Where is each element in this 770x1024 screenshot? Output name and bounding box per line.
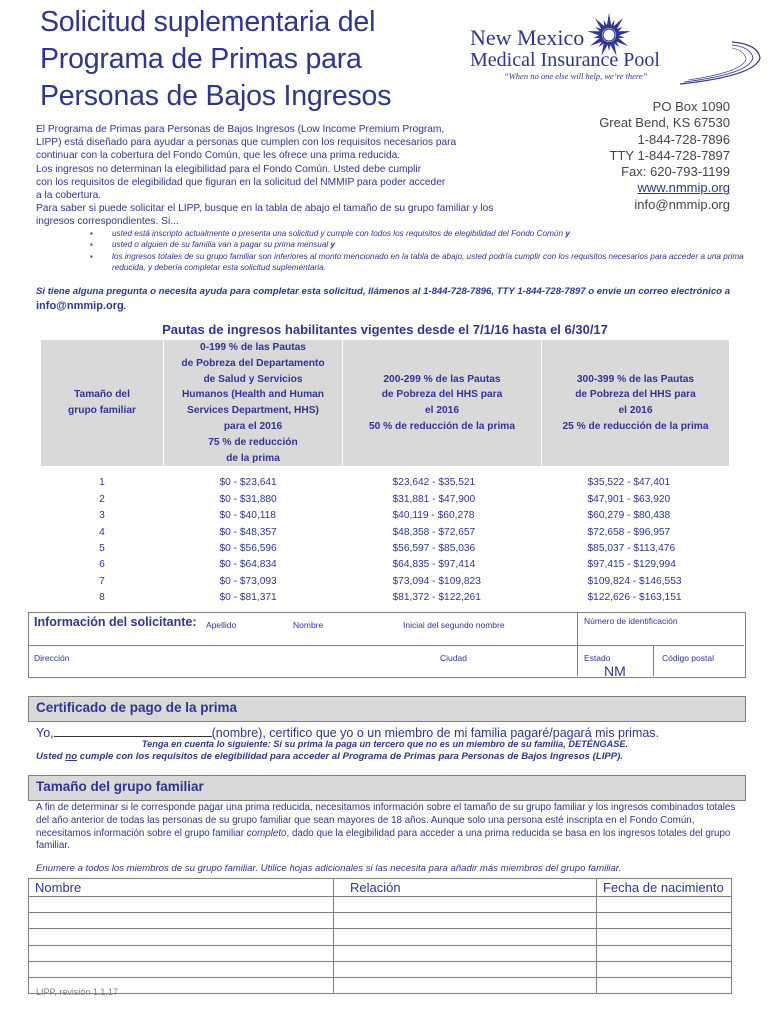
city-field[interactable]: Ciudad [440, 653, 467, 663]
name-signature-line[interactable] [54, 724, 212, 737]
income-range-cell: $0 - $64,834 [219, 559, 277, 571]
applicant-title: Información del solicitante: [34, 615, 197, 629]
income-range-cell: $0 - $23,641 [219, 477, 277, 489]
header-line: el 2016 [618, 405, 653, 417]
table-row [41, 475, 730, 491]
email: info@nmmip.org [634, 196, 730, 212]
income-range-cell: $47,901 - $63,920 [587, 493, 671, 505]
income-range-cell: $0 - $48,357 [219, 526, 277, 538]
birthdate-input-cell[interactable] [597, 897, 732, 913]
logo-name-line-1: New Mexico [470, 25, 585, 50]
intro-line: con los requisitos de elegibilidad que figuran en la solicitud del NMMIP para poder acceder [36, 176, 446, 188]
certificate-warning: Usted no cumple con los requisitos de elegibilidad para acceder al Programa de Primas para Personas de Bajos Ingresos (LIPP). [36, 751, 624, 762]
logo-tagline: “When no one else will help, we’re there” [504, 71, 648, 81]
relation-input-cell[interactable] [334, 961, 597, 977]
header-200-299 [343, 340, 542, 467]
header-line: 75 % de reducción [208, 436, 298, 448]
header-line: Tamaño del [74, 389, 130, 401]
income-range-cell: $60,279 - $80,438 [587, 510, 671, 522]
certificate-note: Tenga en cuenta lo siguiente: Si su prima la paga un tercero que no es un miembro de su familia, DETÉNGASE. [141, 739, 629, 749]
family-member-row [29, 961, 732, 977]
table-row [41, 557, 730, 573]
header-0-199 [164, 340, 343, 467]
title-line-3: Personas de Bajos Ingresos [40, 80, 392, 112]
contact-block [599, 99, 730, 213]
family-member-row [29, 897, 732, 913]
income-range-cell: $72,658 - $96,957 [587, 526, 671, 538]
fax: Fax: 620-793-1199 [621, 164, 730, 180]
income-range-cell: $73,094 - $109,823 [392, 575, 481, 587]
table-row [41, 574, 730, 590]
income-range-cell: $0 - $81,371 [219, 592, 277, 604]
header-line: de Pobreza del HHS para [575, 389, 696, 401]
logo-swoosh-icon [470, 40, 770, 90]
household-size-cell: 8 [99, 592, 105, 604]
id-number-field[interactable]: Número de identificación [584, 616, 678, 626]
header-line: el 2016 [425, 405, 459, 417]
first-name-field[interactable]: Nombre [293, 620, 324, 630]
household-size-cell: 5 [99, 543, 105, 554]
header-household-size [41, 340, 164, 467]
relation-input-cell[interactable] [334, 945, 597, 961]
header-300-399 [542, 340, 730, 467]
header-line: de Pobreza del Departamento [181, 357, 325, 369]
family-member-row [29, 945, 732, 961]
title-line-2: Programa de Primas para [40, 43, 362, 75]
header-line: Humanos (Health and Human [181, 389, 325, 401]
address-field[interactable]: Dirección [34, 653, 70, 663]
income-range-cell: $31,881 - $47,900 [392, 493, 476, 505]
help-text: Si tiene alguna pregunta o necesita ayuda para completar esta solicitud, llámenos al 1-844-728-7896, TTY 1-844-728-7897 o envíe un correo electrónico a info@nmmip.org. [36, 286, 731, 312]
divider [577, 612, 578, 676]
intro-line: El Programa de Primas para Personas de Bajos Ingresos (Low Income Premium Program, [36, 124, 445, 135]
certificate-statement: Yo, (nombre), certifico que yo o un miembro de mi familia pagaré/pagará mis primas. [36, 726, 660, 740]
title-line-1: Solicitud suplementaria del [40, 6, 376, 38]
po-box: PO Box 1090 [652, 99, 730, 114]
income-range-cell: $0 - $56,596 [219, 543, 277, 554]
household-size-cell: 2 [99, 493, 105, 505]
household-size-cell: 1 [99, 477, 105, 489]
income-range-cell: $35,522 - $47,401 [587, 477, 671, 489]
eligibility-bullets [90, 228, 750, 273]
income-range-cell: $64,835 - $97,414 [392, 559, 476, 571]
intro-line: continuar con la cobertura del Fondo Común, que les ofrece una prima reducida. [36, 150, 401, 162]
income-range-cell: $81,372 - $122,261 [392, 592, 481, 604]
family-instructions: Enumere a todos los miembros de su grupo familiar. Utilice hojas adicionales si las necesita para añadir más miembros del grupo familiar. [36, 863, 622, 874]
income-range-cell: $0 - $31,880 [219, 493, 277, 505]
column-relation: Relación [334, 879, 597, 897]
household-size-cell: 7 [99, 575, 105, 587]
header-line: para el 2016 [223, 420, 283, 432]
divider [28, 645, 744, 646]
birthdate-input-cell[interactable] [597, 977, 732, 993]
name-input-cell[interactable] [29, 929, 334, 945]
header-line: de Pobreza del HHS para [381, 389, 503, 401]
intro-line: ingresos correspondientes. Si... [36, 216, 179, 228]
zip-field[interactable]: Código postal [662, 653, 714, 663]
household-size-cell: 3 [99, 510, 105, 522]
relation-input-cell[interactable] [334, 929, 597, 945]
last-name-field[interactable]: Apellido [206, 620, 237, 630]
logo-name-line-2: Medical Insurance Pool [470, 49, 660, 71]
phone: 1-844-728-7896 [637, 131, 730, 147]
intro-paragraph [36, 123, 536, 229]
certificate-title: Certificado de pago de la prima [36, 700, 238, 715]
income-range-cell: $85,037 - $113,476 [587, 543, 676, 554]
income-range-cell: $109,824 - $146,553 [587, 575, 682, 587]
footer-revision: LIPP, revisión 1.1.17 [36, 987, 118, 997]
table-row [41, 541, 730, 557]
name-input-cell[interactable] [29, 961, 334, 977]
income-range-cell: $0 - $73,093 [219, 575, 277, 587]
header-line: de Salud y Servicios [203, 373, 303, 385]
income-range-cell: $97,415 - $129,994 [587, 559, 676, 571]
name-input-cell[interactable] [29, 945, 334, 961]
intro-line: Para saber si puede solicitar el LIPP, busque en la tabla de abajo el tamaño de su grupo familiar y los [36, 203, 494, 215]
state-field[interactable]: Estado [584, 653, 611, 663]
income-range-cell: $40,119 - $60,278 [392, 510, 475, 522]
header-line: 50 % de reducción de la prima [368, 420, 516, 432]
birthdate-input-cell[interactable] [597, 945, 732, 961]
intro-line: a la cobertura. [36, 190, 102, 202]
birthdate-input-cell[interactable] [597, 961, 732, 977]
income-table-title: Pautas de ingresos habilitantes vigentes desde el 7/1/16 hasta el 6/30/17 [162, 322, 608, 337]
column-name: Nombre [29, 879, 334, 897]
family-member-row [29, 977, 732, 993]
bullet-item: ▪ usted está inscripto actualmente o presenta una solicitud y cumple con todos los requisitos de elegibilidad del Fondo Común y [90, 228, 750, 239]
middle-initial-field[interactable]: Inicial del segundo nombre [403, 620, 505, 630]
family-member-row [29, 913, 732, 929]
table-row [41, 525, 730, 541]
header-line: 0-199 % de las Pautas [200, 342, 306, 353]
relation-input-cell[interactable] [334, 913, 597, 929]
table-row [41, 492, 730, 508]
bullet-item: ▪ usted o alguien de su familia van a pagar su prima mensual y [90, 239, 750, 250]
help-email: info@nmmip.org [36, 300, 124, 312]
income-range-cell: $56,597 - $85,036 [392, 543, 476, 554]
table-row [41, 590, 730, 606]
divider [653, 645, 654, 676]
household-size-cell: 4 [99, 526, 105, 538]
family-title: Tamaño del grupo familiar [36, 779, 204, 794]
income-range-cell: $23,642 - $35,521 [392, 477, 476, 489]
relation-input-cell[interactable] [334, 897, 597, 913]
website-link[interactable]: www.nmmip.org [637, 180, 730, 196]
intro-line: LIPP) está diseñado para ayudar a personas que cumplen con los requisitos necesarios para [36, 137, 457, 149]
family-members-table [28, 878, 732, 994]
state-value: NM [604, 663, 626, 679]
bullet-item: ▪ los ingresos totales de su grupo familiar son inferiores al monto mencionado en la tabla de abajo, usted podría cumplir con los requisitos necesarios para acceder a una prima reducida, y debería completar esta solicitud suplementaria. [90, 251, 750, 274]
city-zip: Great Bend, KS 67530 [599, 115, 730, 131]
header-line: 300-399 % de las Pautas [576, 373, 695, 385]
intro-line: Los ingresos no determinan la elegibilidad para el Fondo Común. Usted debe cumplir [36, 163, 422, 175]
household-size-cell: 6 [99, 559, 105, 571]
name-input-cell[interactable] [29, 913, 334, 929]
header-line: Services Department, HHS) [187, 405, 319, 417]
table-row [41, 508, 730, 524]
family-member-row [29, 929, 732, 945]
header-line: 25 % de reducción de la prima [562, 420, 709, 432]
page-title [40, 4, 391, 115]
income-range-cell: $122,626 - $163,151 [587, 592, 682, 604]
column-birthdate: Fecha de nacimiento [597, 879, 732, 897]
income-range-cell: $0 - $40,118 [219, 510, 276, 522]
name-input-cell[interactable] [29, 897, 334, 913]
birthdate-input-cell[interactable] [597, 913, 732, 929]
relation-input-cell[interactable] [334, 977, 597, 993]
header-line: 200-299 % de las Pautas [383, 373, 501, 385]
income-table [40, 339, 730, 607]
header-line: de la prima [226, 452, 280, 464]
income-range-cell: $48,358 - $72,657 [392, 526, 476, 538]
family-paragraph: A fin de determinar si le corresponde pagar una prima reducida, necesitamos información sobre el tamaño de su grupo familiar y los ingresos combinados totales del año anterior de todas las personas de su grupo familiar que sean mayores de 18 años. Aunque solo una persona esté inscripta en el Fondo Común, necesitamos información sobre el grupo familiar completo, dado que la elegibilidad para acceder a una prima reducida se basa en los ingresos totales del grupo familiar. [36, 802, 736, 852]
header-line: grupo familiar [68, 405, 136, 417]
tty: TTY 1-844-728-7897 [609, 147, 730, 163]
birthdate-input-cell[interactable] [597, 929, 732, 945]
